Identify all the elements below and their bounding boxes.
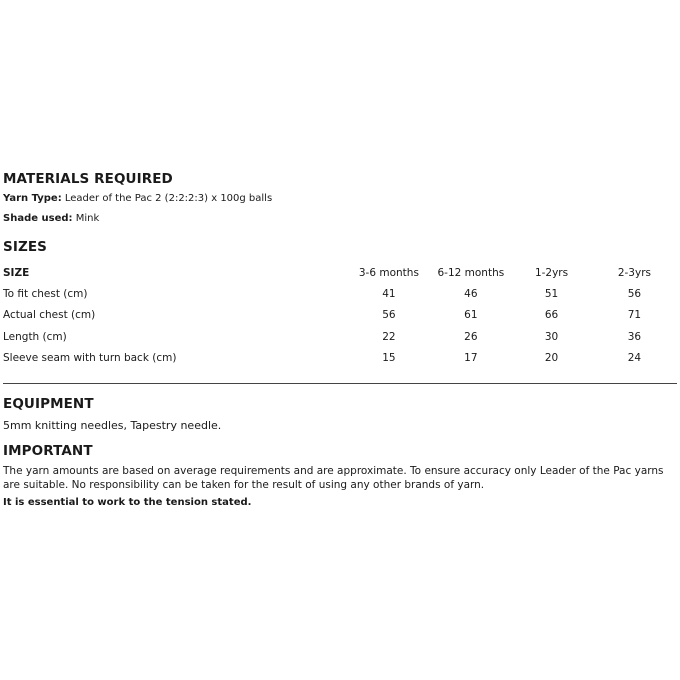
table-cell: 56 [382, 309, 396, 322]
table-cell: 20 [544, 351, 559, 364]
table-cell: To fit chest (cm) [3, 287, 88, 300]
table-header-cell: 6-12 months [437, 266, 505, 279]
table-cell: 24 [627, 351, 642, 364]
table-row [3, 305, 670, 326]
table-header-cell: 3-6 months [358, 266, 419, 279]
table-header-cell: 2-3yrs [617, 266, 651, 279]
table-cell: 36 [627, 330, 642, 343]
table-cell: 61 [464, 309, 478, 322]
materials-heading: MATERIALS REQUIRED [3, 171, 173, 187]
important-text: The yarn amounts are based on average requirements and are approximate. To ensure accuracy only Leader of the Pac yarns are suitable. No responsibility can be taken for the result of using any other brands of yarn. [3, 465, 664, 491]
table-cell: 51 [544, 287, 559, 300]
table-row [3, 283, 670, 304]
table-cell: 66 [544, 309, 559, 322]
sizes-table [3, 262, 670, 368]
table-cell: Sleeve seam with turn back (cm) [3, 351, 177, 364]
shade-value: Mink [72, 213, 100, 224]
sizes-table-header [3, 262, 670, 283]
sizes-heading: SIZES [3, 239, 47, 255]
table-cell: 30 [544, 330, 559, 343]
table-header-cell: 1-2yrs [534, 266, 569, 279]
table-cell: 22 [382, 330, 396, 343]
shade-label: Shade used: [3, 213, 73, 224]
shade-line [3, 213, 99, 224]
table-cell: 46 [464, 287, 478, 300]
important-heading: IMPORTANT [3, 443, 93, 459]
table-cell: Length (cm) [3, 330, 67, 343]
equipment-heading: EQUIPMENT [3, 396, 94, 412]
table-cell: 15 [382, 351, 396, 364]
yarn-type-line [3, 193, 272, 204]
table-row [3, 347, 670, 368]
table-cell: 41 [382, 287, 396, 300]
table-row [3, 326, 670, 347]
yarn-type-label: Yarn Type: [3, 193, 62, 204]
table-cell: Actual chest (cm) [3, 309, 96, 322]
equipment-text: 5mm knitting needles, Tapestry needle. [3, 419, 222, 432]
section-divider [3, 383, 677, 384]
table-cell: 56 [627, 287, 642, 300]
table-cell: 26 [464, 330, 478, 343]
yarn-type-value: Leader of the Pac 2 (2:2:2:3) x 100g balls [61, 193, 273, 204]
tension-note: It is essential to work to the tension stated. [3, 497, 252, 508]
table-header-cell: SIZE [3, 266, 30, 279]
table-cell: 17 [464, 351, 478, 364]
table-cell: 71 [627, 309, 642, 322]
